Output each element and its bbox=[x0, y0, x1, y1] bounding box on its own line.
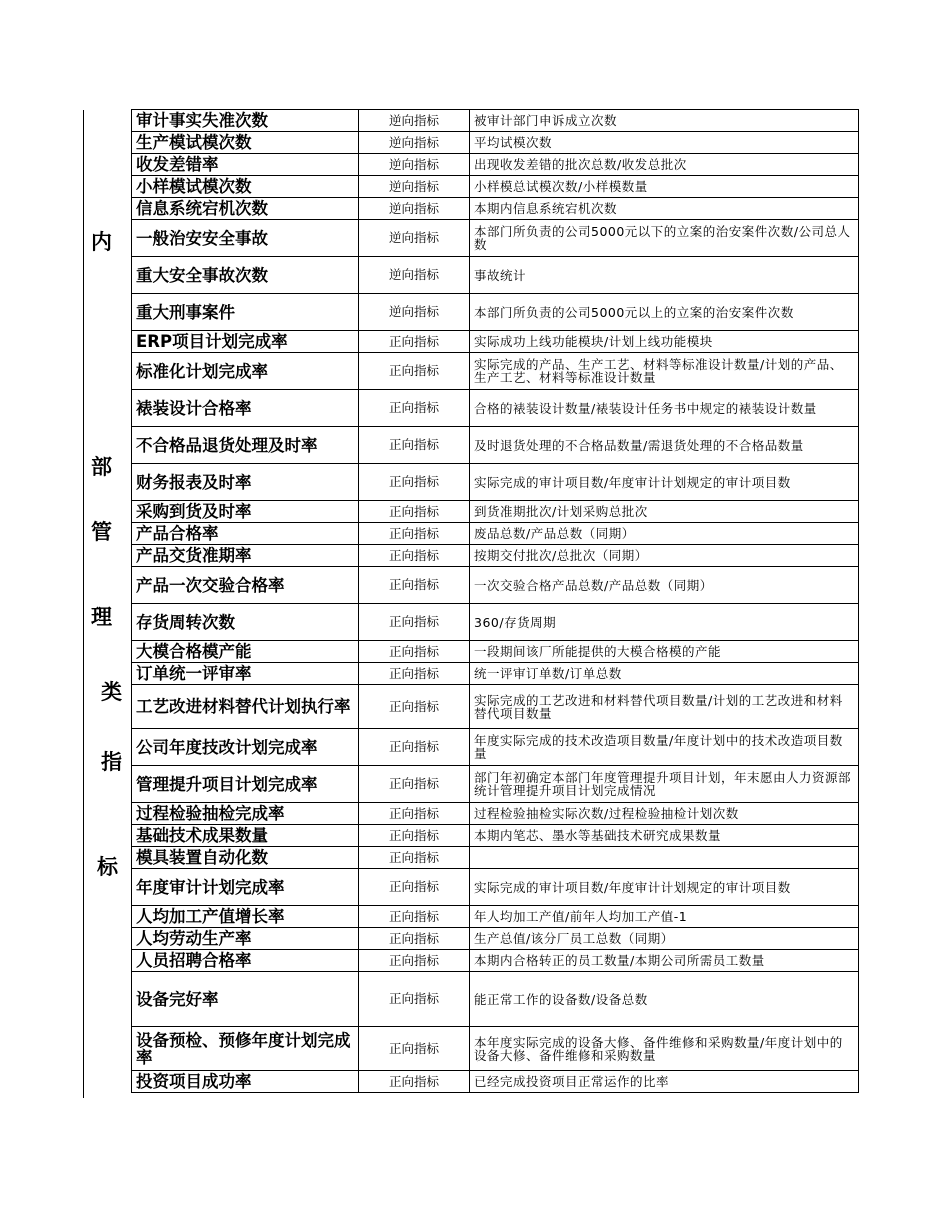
indicator-formula: 部门年初确定本部门年度管理提升项目计划，年末愿由人力资源部统计管理提升项目计划完成情况 bbox=[470, 766, 859, 803]
indicator-name: 设备预检、预修年度计划完成率 bbox=[132, 1027, 359, 1071]
table-row bbox=[132, 847, 859, 869]
indicator-formula: 本期内合格转正的员工数量/本期公司所需员工数量 bbox=[470, 950, 859, 972]
indicator-name: 收发差错率 bbox=[132, 154, 359, 176]
indicator-type: 正向指标 bbox=[359, 906, 470, 928]
table-row bbox=[132, 685, 859, 729]
table-row bbox=[132, 523, 859, 545]
indicator-formula: 按期交付批次/总批次（同期） bbox=[470, 545, 859, 567]
indicator-type: 正向指标 bbox=[359, 729, 470, 766]
indicator-type: 正向指标 bbox=[359, 604, 470, 641]
indicator-name: 投资项目成功率 bbox=[132, 1071, 359, 1093]
indicator-formula: 及时退货处理的不合格品数量/需退货处理的不合格品数量 bbox=[470, 427, 859, 464]
indicator-formula: 本年度实际完成的设备大修、备件维修和采购数量/年度计划中的设备大修、备件维修和采购数量 bbox=[470, 1027, 859, 1071]
category-char: 类 bbox=[101, 679, 122, 704]
indicator-name: 设备完好率 bbox=[132, 972, 359, 1027]
indicator-type: 正向指标 bbox=[359, 501, 470, 523]
indicator-type: 正向指标 bbox=[359, 567, 470, 604]
table-row bbox=[132, 132, 859, 154]
table-row bbox=[132, 1071, 859, 1093]
category-char: 管 bbox=[91, 519, 112, 544]
indicator-type: 正向指标 bbox=[359, 545, 470, 567]
table-row bbox=[132, 663, 859, 685]
indicator-type: 正向指标 bbox=[359, 972, 470, 1027]
table-row bbox=[132, 906, 859, 928]
indicator-type: 正向指标 bbox=[359, 1071, 470, 1093]
table-row bbox=[132, 869, 859, 906]
category-char: 标 bbox=[97, 854, 118, 879]
indicator-formula: 小样模总试模次数/小样模数量 bbox=[470, 176, 859, 198]
indicator-name: 标准化计划完成率 bbox=[132, 353, 359, 390]
table-row bbox=[132, 729, 859, 766]
indicator-name: 审计事实失准次数 bbox=[132, 110, 359, 132]
indicator-name: 信息系统宕机次数 bbox=[132, 198, 359, 220]
indicator-formula: 本部门所负责的公司5000元以上的立案的治安案件次数 bbox=[470, 294, 859, 331]
table-row bbox=[132, 928, 859, 950]
table-row bbox=[132, 464, 859, 501]
table-row bbox=[132, 950, 859, 972]
table-row bbox=[132, 331, 859, 353]
indicator-formula: 本部门所负责的公司5000元以下的立案的治安案件次数/公司总人数 bbox=[470, 220, 859, 257]
indicator-type: 逆向指标 bbox=[359, 154, 470, 176]
indicator-name: 人员招聘合格率 bbox=[132, 950, 359, 972]
indicator-formula: 实际完成的审计项目数/年度审计计划规定的审计项目数 bbox=[470, 464, 859, 501]
table-row bbox=[132, 198, 859, 220]
indicator-name: 工艺改进材料替代计划执行率 bbox=[132, 685, 359, 729]
indicator-name: 人均劳动生产率 bbox=[132, 928, 359, 950]
table-row bbox=[132, 427, 859, 464]
indicator-type: 正向指标 bbox=[359, 663, 470, 685]
indicator-type: 正向指标 bbox=[359, 427, 470, 464]
indicator-type: 正向指标 bbox=[359, 766, 470, 803]
indicator-name: 采购到货及时率 bbox=[132, 501, 359, 523]
indicator-type: 正向指标 bbox=[359, 869, 470, 906]
category-label bbox=[85, 110, 131, 1098]
indicator-type: 逆向指标 bbox=[359, 110, 470, 132]
indicator-name: 过程检验抽检完成率 bbox=[132, 803, 359, 825]
indicator-name: 不合格品退货处理及时率 bbox=[132, 427, 359, 464]
indicator-table bbox=[131, 109, 859, 1093]
indicator-formula: 出现收发差错的批次总数/收发总批次 bbox=[470, 154, 859, 176]
left-border-rule bbox=[83, 110, 84, 1098]
table-row bbox=[132, 154, 859, 176]
indicator-type: 正向指标 bbox=[359, 464, 470, 501]
indicator-name: 财务报表及时率 bbox=[132, 464, 359, 501]
indicator-name: 小样模试模次数 bbox=[132, 176, 359, 198]
indicator-formula: 实际完成的审计项目数/年度审计计划规定的审计项目数 bbox=[470, 869, 859, 906]
table-row bbox=[132, 220, 859, 257]
indicator-name: 重大安全事故次数 bbox=[132, 257, 359, 294]
indicator-formula: 统一评审订单数/订单总数 bbox=[470, 663, 859, 685]
indicator-type: 正向指标 bbox=[359, 803, 470, 825]
table-row bbox=[132, 176, 859, 198]
indicator-formula: 360/存货周期 bbox=[470, 604, 859, 641]
indicator-type: 正向指标 bbox=[359, 331, 470, 353]
indicator-formula: 已经完成投资项目正常运作的比率 bbox=[470, 1071, 859, 1093]
indicator-formula: 生产总值/该分厂员工总数（同期） bbox=[470, 928, 859, 950]
table-row bbox=[132, 972, 859, 1027]
indicator-type: 正向指标 bbox=[359, 847, 470, 869]
indicator-formula: 事故统计 bbox=[470, 257, 859, 294]
indicator-formula: 到货准期批次/计划采购总批次 bbox=[470, 501, 859, 523]
indicator-name: 基础技术成果数量 bbox=[132, 825, 359, 847]
indicator-formula: 废品总数/产品总数（同期） bbox=[470, 523, 859, 545]
table-row bbox=[132, 353, 859, 390]
indicator-formula: 本期内信息系统宕机次数 bbox=[470, 198, 859, 220]
indicator-type: 逆向指标 bbox=[359, 257, 470, 294]
indicator-name: 公司年度技改计划完成率 bbox=[132, 729, 359, 766]
indicator-type: 正向指标 bbox=[359, 1027, 470, 1071]
indicator-name: 裱装设计合格率 bbox=[132, 390, 359, 427]
indicator-name: 产品合格率 bbox=[132, 523, 359, 545]
indicator-name: 产品一次交验合格率 bbox=[132, 567, 359, 604]
table-row bbox=[132, 110, 859, 132]
table-row bbox=[132, 294, 859, 331]
indicator-name: 年度审计计划完成率 bbox=[132, 869, 359, 906]
indicator-type: 正向指标 bbox=[359, 353, 470, 390]
indicator-formula: 实际完成的产品、生产工艺、材料等标准设计数量/计划的产品、生产工艺、材料等标准设计数量 bbox=[470, 353, 859, 390]
indicator-name: 产品交货准期率 bbox=[132, 545, 359, 567]
indicator-formula: 本期内笔芯、墨水等基础技术研究成果数量 bbox=[470, 825, 859, 847]
category-char: 内 bbox=[91, 229, 112, 254]
table-row bbox=[132, 803, 859, 825]
indicator-name: 存货周转次数 bbox=[132, 604, 359, 641]
category-char: 部 bbox=[91, 454, 112, 479]
indicator-type: 逆向指标 bbox=[359, 132, 470, 154]
indicator-name: 订单统一评审率 bbox=[132, 663, 359, 685]
indicator-type: 逆向指标 bbox=[359, 176, 470, 198]
table-row bbox=[132, 1027, 859, 1071]
indicator-type: 正向指标 bbox=[359, 641, 470, 663]
indicator-formula: 合格的裱装设计数量/裱装设计任务书中规定的裱装设计数量 bbox=[470, 390, 859, 427]
table-row bbox=[132, 604, 859, 641]
indicator-name: 管理提升项目计划完成率 bbox=[132, 766, 359, 803]
indicator-type: 正向指标 bbox=[359, 950, 470, 972]
indicator-formula: 年度实际完成的技术改造项目数量/年度计划中的技术改造项目数量 bbox=[470, 729, 859, 766]
indicator-name: 一般治安安全事故 bbox=[132, 220, 359, 257]
indicator-type: 逆向指标 bbox=[359, 220, 470, 257]
indicator-name: 重大刑事案件 bbox=[132, 294, 359, 331]
table-row bbox=[132, 390, 859, 427]
indicator-type: 正向指标 bbox=[359, 928, 470, 950]
indicator-type: 正向指标 bbox=[359, 523, 470, 545]
indicator-formula bbox=[470, 847, 859, 869]
indicator-type: 正向指标 bbox=[359, 685, 470, 729]
indicator-type: 逆向指标 bbox=[359, 198, 470, 220]
indicator-formula: 实际完成的工艺改进和材料替代项目数量/计划的工艺改进和材料替代项目数量 bbox=[470, 685, 859, 729]
table-row bbox=[132, 766, 859, 803]
indicator-formula: 一段期间该厂所能提供的大模合格模的产能 bbox=[470, 641, 859, 663]
indicator-name: ERP项目计划完成率 bbox=[132, 331, 359, 353]
indicator-type: 正向指标 bbox=[359, 390, 470, 427]
indicator-formula: 实际成功上线功能模块/计划上线功能模块 bbox=[470, 331, 859, 353]
indicator-formula: 平均试模次数 bbox=[470, 132, 859, 154]
table-row bbox=[132, 825, 859, 847]
category-char: 理 bbox=[91, 604, 112, 629]
indicator-name: 大模合格模产能 bbox=[132, 641, 359, 663]
category-char: 指 bbox=[101, 749, 122, 774]
table-row bbox=[132, 257, 859, 294]
indicator-name: 生产模试模次数 bbox=[132, 132, 359, 154]
table-row bbox=[132, 501, 859, 523]
table-row bbox=[132, 641, 859, 663]
indicator-type: 正向指标 bbox=[359, 825, 470, 847]
indicator-name: 模具装置自动化数 bbox=[132, 847, 359, 869]
indicator-formula: 过程检验抽检实际次数/过程检验抽检计划次数 bbox=[470, 803, 859, 825]
indicator-type: 逆向指标 bbox=[359, 294, 470, 331]
indicator-formula: 能正常工作的设备数/设备总数 bbox=[470, 972, 859, 1027]
table-row bbox=[132, 567, 859, 604]
indicator-formula: 被审计部门申诉成立次数 bbox=[470, 110, 859, 132]
indicator-name: 人均加工产值增长率 bbox=[132, 906, 359, 928]
indicator-formula: 年人均加工产值/前年人均加工产值-1 bbox=[470, 906, 859, 928]
indicator-formula: 一次交验合格产品总数/产品总数（同期） bbox=[470, 567, 859, 604]
table-row bbox=[132, 545, 859, 567]
